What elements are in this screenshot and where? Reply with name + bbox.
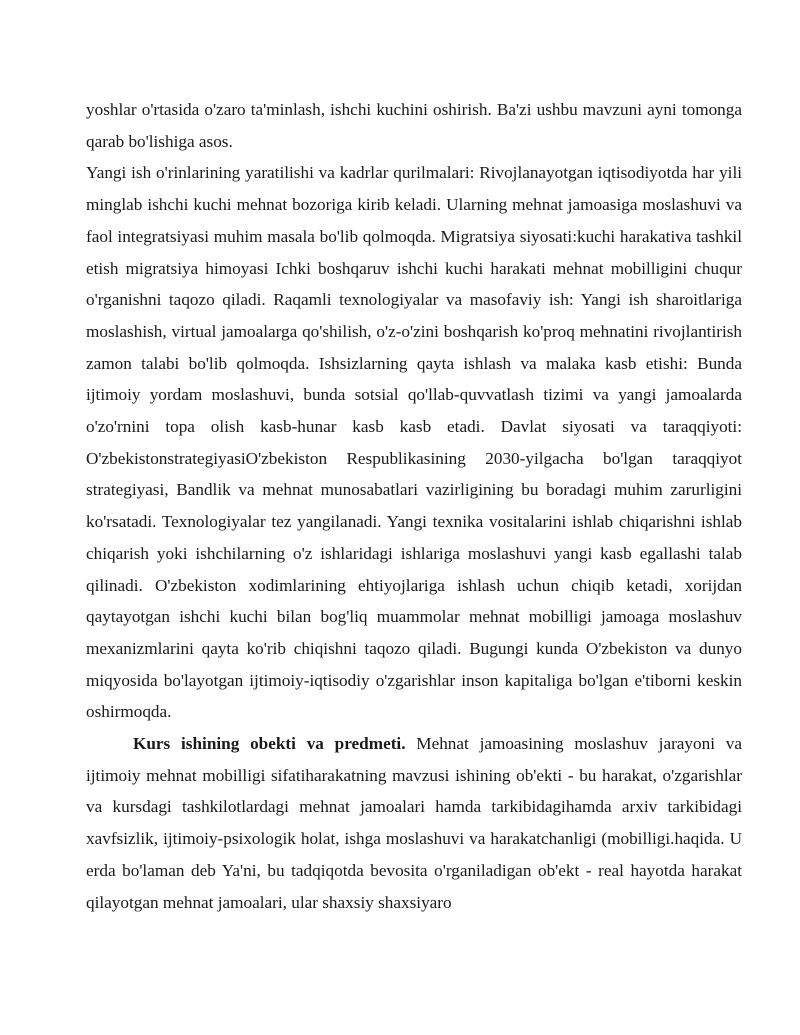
paragraph-continuation: yoshlar o'rtasida o'zaro ta'minlash, ishchi kuchini oshirish. Ba'zi ushbu mavzuni ayni tomonga qarab bo'lishiga asos. — [86, 100, 742, 151]
section-heading: Kurs ishining obekti va predmeti. — [133, 734, 406, 754]
paragraph-context: Yangi ish o'rinlarining yaratilishi va kadrlar qurilmalari: Rivojlanayotgan iqtisodiyotda har yili minglab ishchi kuchi mehnat bozoriga kirib keladi. Ularning mehnat jamoasiga moslashuvi va faol integratsiyasi muhim masala bo'lib qolmoqda. Migratsiya siyosati:kuchi harakativa tashkil etish migratsiya himoyasi Ichki boshqaruv ishchi kuchi harakati mehnat mobilligini chuqur o'rganishni taqozo qiladi. Raqamli texnologiyalar va masofaviy ish: Yangi ish sharoitlariga moslashish, virtual jamoalarga qo'shilish, o'z-o'zini boshqarish ko'proq mehnatini rivojlantirish zamon talabi bo'lib qolmoqda. Ishsizlarning qayta ishlash va malaka kasb etishi: Bunda ijtimoiy yordam moslashuvi, bunda sotsial qo'llab-quvvatlash tizimi va yangi jamoalarda o'zo'rnini topa olish kasb-hunar kasb kasb etadi. Davlat siyosati va taraqqiyoti: O'zbekistonstrategiyasiO'zbekiston Respublikasining 2030-yilgacha bo'lgan taraqqiyot strategiyasi, Bandlik va mehnat munosabatlari vazirligining bu boradagi muhim zarurligini ko'rsatadi. Texnologiyalar tez yangilanadi. Yangi texnika vositalarini ishlab chiqarishni ishlab chiqarish yoki ishchilarning o'z ishlaridagi ishlariga moslashuvi yangi kasb egallashi talab qilinadi. O'zbekiston xodimlarining ehtiyojlariga ishlash uchun chiqib ketadi, xorijdan qaytayotgan ishchi kuchi bilan bog'liq muammolar mehnat mobilligi jamoaga moslashuv mexanizmlarini qayta ko'rib chiqishni taqozo qiladi. Bugungi kunda O'zbekiston va dunyo miqyosida bo'layotgan ijtimoiy-iqtisodiy o'zgarishlar inson kapitaliga bo'lgan e'tiborni keskin oshirmoqda. — [86, 163, 742, 722]
document-page — [86, 94, 742, 918]
paragraph-body: Mehnat jamoasining moslashuv jarayoni va ijtimoiy mehnat mobilligi sifatiharakatning mavzusi ishining ob'ekti - bu harakat, o'zgarishlar va kursdagi tashkilotlardagi mehnat jamoalari hamda tarkibidagihamda arxiv tarkibidagi xavfsizlik, ijtimoiy-psixologik holat, ishga moslashuvi va harakatchanligi (mobilligi.haqida. U erda bo'laman deb Ya'ni, bu tadqiqotda bevosita o'rganiladigan ob'ekt - real hayotda harakat qilayotgan mehnat jamoalari, ular shaxsiy shaxsiyaro — [86, 734, 742, 912]
paragraph-object-subject — [86, 728, 742, 918]
